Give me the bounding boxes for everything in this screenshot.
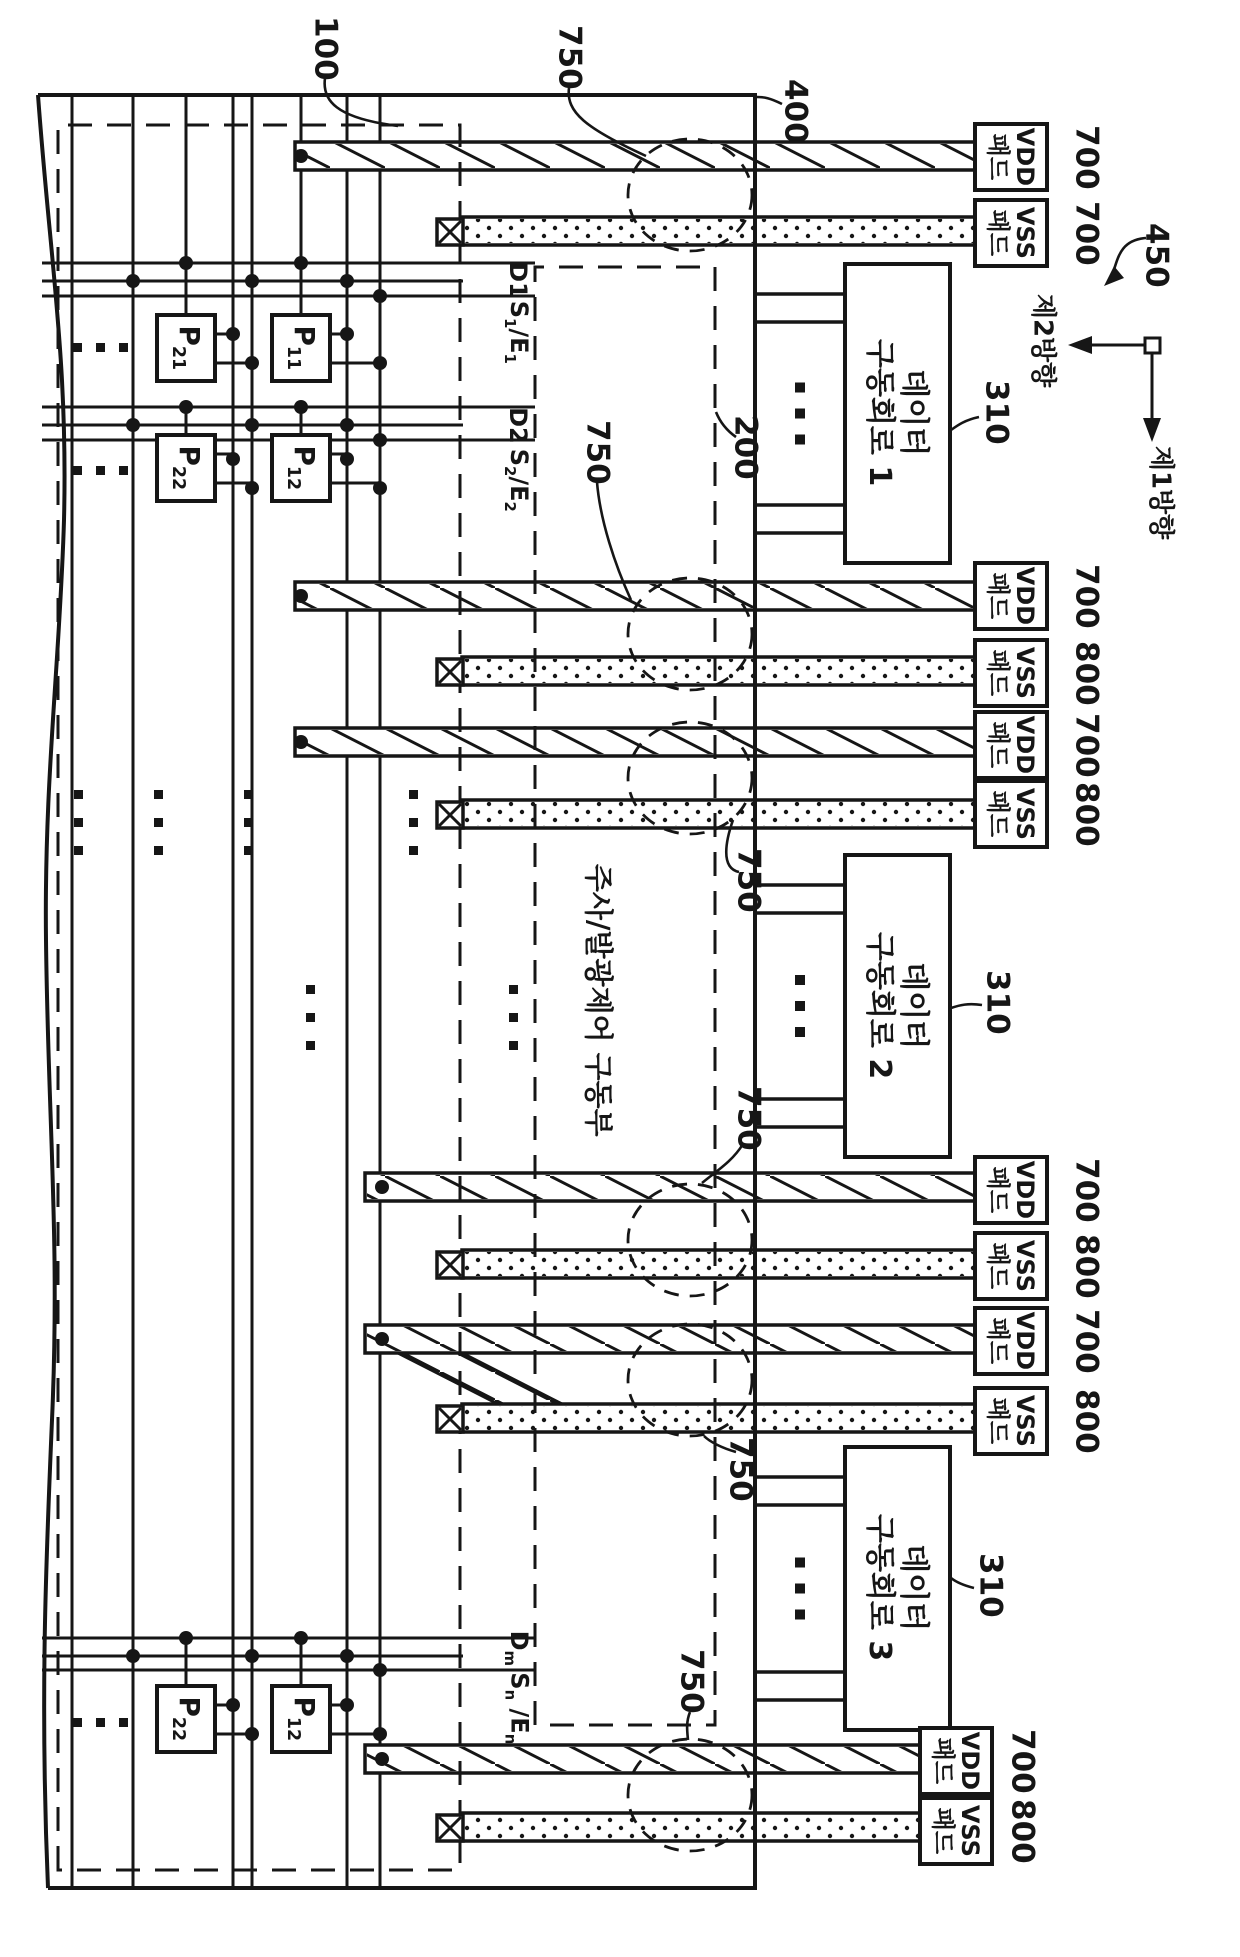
- ellipsis-dot: [795, 409, 805, 419]
- vss-terminal-x-icon: [437, 1815, 463, 1841]
- power-pad-box: [975, 124, 1047, 190]
- junction-dot: [373, 289, 387, 303]
- junction-dot: [375, 1752, 389, 1766]
- power-pad-box: [975, 563, 1047, 629]
- ellipsis-dot: [154, 818, 163, 827]
- contact-circles-750: [628, 139, 752, 1851]
- power-pad-box: [975, 1388, 1047, 1454]
- arrowhead-dir2: [1068, 336, 1092, 354]
- label-layer: 100 750 400 VDD 패드 700 VSS 패드 700 450 제2방향 제1방향 D1 $S_1/E_1$ D2 $S_2/E_2$ 200 750 데이터 구동회로 1 310 VDD 패드 700 VSS 패드 800 VDD 패드 700 VSS 패드 800 750 데이터 구동회로 2 310 750 주사/발광제어 구동부 VDD 패드 700 VSS 패드 800 VDD 패드 700 VSS 패드 800 750 데이터 구동회로 3 310 $D_m$ $S_n$ $/E_n$ 750 VDD 패드 700 VSS 패드 800 $P_{21}$ $P_{11}$ $P_{22}$ $P_{12}$ $P_{22}$ $P_{12}$: [167, 15, 1176, 1864]
- vss-terminal-x-icon: [437, 802, 463, 828]
- ellipsis-dot: [73, 466, 82, 475]
- pixel-box: [272, 315, 380, 381]
- leader-310-1: [951, 417, 979, 430]
- junction-dot: [294, 1631, 308, 1645]
- ellipsis-dot: [795, 1584, 805, 1594]
- continuation-dots: [73, 343, 518, 1727]
- leader-310-2: [951, 1004, 982, 1008]
- junction-dot: [294, 256, 308, 270]
- ellipsis-dot: [244, 818, 253, 827]
- ellipsis-dot: [74, 818, 83, 827]
- power-pad-box: [975, 200, 1047, 266]
- power-pad-box: [975, 640, 1047, 706]
- ellipsis-dot: [795, 975, 805, 985]
- ellipsis-dot: [154, 790, 163, 799]
- vdd-bus-bar: [365, 1325, 975, 1353]
- data-driver-circuits: [755, 264, 950, 1730]
- data-driver-box: [755, 855, 950, 1157]
- junction-dot: [340, 1649, 354, 1663]
- vdd-bus-bar: [365, 1745, 922, 1773]
- vdd-diagonal-band: [398, 1353, 562, 1404]
- leader-100: [325, 78, 398, 126]
- dashed-regions: [58, 125, 715, 1870]
- ellipsis-dot: [509, 1041, 518, 1050]
- power-pad-box: [975, 1233, 1047, 1299]
- data-driver-box: [755, 264, 950, 563]
- junction-dot: [340, 274, 354, 288]
- junction-dot: [245, 418, 259, 432]
- ellipsis-dot: [795, 1001, 805, 1011]
- vdd-bus-bar: [295, 142, 975, 170]
- power-pad-box: [920, 1728, 992, 1794]
- junction-dot: [126, 1649, 140, 1663]
- pixel-box: [272, 435, 380, 501]
- leader-400: [757, 97, 782, 104]
- ellipsis-dot: [795, 1610, 805, 1620]
- junction-dot: [373, 433, 387, 447]
- ellipsis-dot: [409, 790, 418, 799]
- vss-bus-bar: [462, 217, 975, 245]
- junction-dot: [340, 418, 354, 432]
- ellipsis-dot: [96, 343, 105, 352]
- junction-dot: [375, 1332, 389, 1346]
- junction-dot: [245, 1649, 259, 1663]
- junction-dot: [294, 149, 308, 163]
- ellipsis-dot: [795, 383, 805, 393]
- ellipsis-dot: [73, 343, 82, 352]
- ellipsis-dot: [409, 818, 418, 827]
- panel-edge: [38, 95, 755, 1888]
- junction-dot: [294, 400, 308, 414]
- leader-310-3: [951, 1578, 974, 1588]
- axis-corner-square: [1145, 338, 1160, 353]
- ellipsis-dot: [244, 790, 253, 799]
- power-pad-box: [975, 1157, 1047, 1223]
- leader-lines: [325, 78, 1146, 1740]
- ellipsis-dot: [306, 1041, 315, 1050]
- ellipsis-dot: [119, 343, 128, 352]
- ellipsis-dot: [73, 1718, 82, 1727]
- ellipsis-dot: [154, 846, 163, 855]
- ellipsis-dot: [74, 790, 83, 799]
- arrowhead-450: [1104, 266, 1124, 286]
- data-driver-box: [755, 1447, 950, 1730]
- junction-dot: [179, 1631, 193, 1645]
- pixel-region-100-outline: [58, 125, 460, 1870]
- power-pad-box: [920, 1798, 992, 1864]
- ellipsis-dot: [119, 1718, 128, 1727]
- junction-dot: [294, 735, 308, 749]
- junction-dot: [126, 418, 140, 432]
- junction-dot: [375, 1180, 389, 1194]
- pixel-box: [157, 315, 252, 381]
- scan-region-200-outline: [535, 267, 715, 1725]
- panel-break-edge: [38, 95, 65, 1888]
- arrowhead-dir1: [1143, 418, 1161, 442]
- pixel-box: [157, 435, 252, 501]
- junction-dot: [294, 589, 308, 603]
- vss-bus-bar: [462, 657, 975, 685]
- ellipsis-dot: [795, 1027, 805, 1037]
- leader-750-5: [704, 1436, 736, 1452]
- ellipsis-dot: [795, 1558, 805, 1568]
- power-pad-box: [975, 1308, 1047, 1374]
- power-pad-box: [975, 712, 1047, 778]
- ellipsis-dot: [96, 466, 105, 475]
- ellipsis-dot: [509, 985, 518, 994]
- ellipsis-dot: [409, 846, 418, 855]
- leader-200: [716, 412, 736, 437]
- vss-terminal-x-icon: [437, 219, 463, 245]
- vss-terminal-x-icon: [437, 1252, 463, 1278]
- ellipsis-dot: [96, 1718, 105, 1727]
- vss-terminal-x-icon: [437, 659, 463, 685]
- pixel-box: [157, 1686, 252, 1752]
- ellipsis-dot: [306, 985, 315, 994]
- ellipsis-dot: [119, 466, 128, 475]
- vdd-bus-bar: [365, 1173, 975, 1201]
- power-pad-box: [975, 781, 1047, 847]
- ellipsis-dot: [306, 1013, 315, 1022]
- direction-axis: [1092, 338, 1160, 420]
- ellipsis-dot: [74, 846, 83, 855]
- junction-dots: [126, 149, 389, 1766]
- junction-dot: [179, 400, 193, 414]
- ellipsis-dot: [795, 435, 805, 445]
- junction-dot: [373, 1663, 387, 1677]
- vss-terminal-x-icon: [437, 1406, 463, 1432]
- ellipsis-dot: [244, 846, 253, 855]
- junction-dot: [245, 274, 259, 288]
- junction-dot: [126, 274, 140, 288]
- vss-bus-bar: [462, 1250, 975, 1278]
- panel-outline: [38, 95, 755, 1888]
- vss-bus-bar: [462, 800, 975, 828]
- junction-dot: [179, 256, 193, 270]
- ellipsis-dot: [509, 1013, 518, 1022]
- vss-bus-bar: [462, 1404, 975, 1432]
- pixel-box: [272, 1686, 380, 1752]
- vss-bus-bar: [462, 1813, 922, 1841]
